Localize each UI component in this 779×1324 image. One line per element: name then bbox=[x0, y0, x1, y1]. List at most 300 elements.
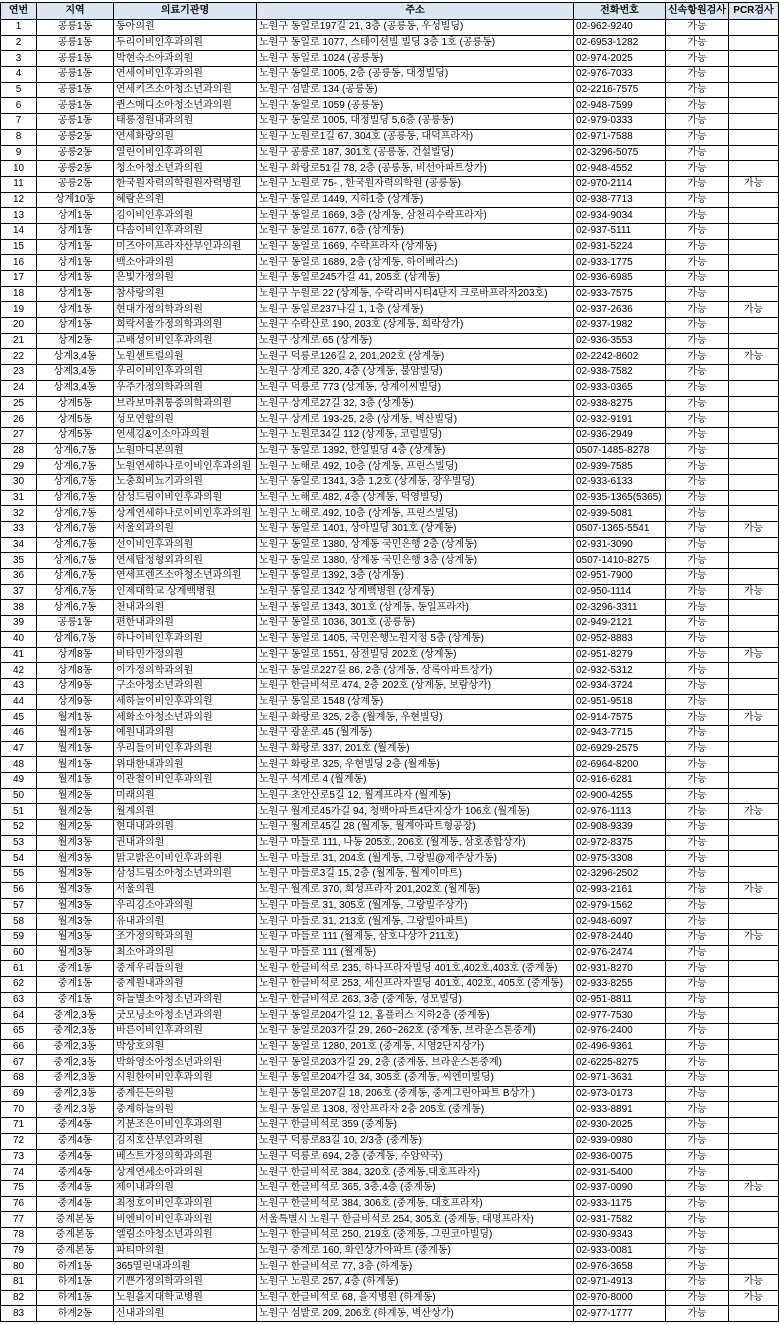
rapid-antigen-cell: 가능 bbox=[666, 992, 729, 1008]
address-cell: 노원구 동일로204가길 12, 홈플러스 지하2층 (중계동) bbox=[257, 1008, 574, 1024]
pcr-cell bbox=[729, 129, 779, 145]
institution-name-cell: 삼성드림소아청소년과의원 bbox=[114, 867, 257, 883]
rapid-antigen-cell: 가능 bbox=[666, 663, 729, 679]
address-cell: 노원구 동일로 1401, 상아빌딩 301호 (상계동) bbox=[257, 522, 574, 538]
rapid-antigen-cell: 가능 bbox=[666, 961, 729, 977]
institution-name-cell: 이관철이비인후과의원 bbox=[114, 773, 257, 789]
address-cell: 노원구 동일로 1059 (공릉동) bbox=[257, 98, 574, 114]
address-cell: 노원구 중계로 160, 화인상가아파트 (중계동) bbox=[257, 1243, 574, 1259]
pcr-cell bbox=[729, 223, 779, 239]
address-cell: 노원구 동일로 1677, 6층 (상계동) bbox=[257, 223, 574, 239]
address-cell: 노원구 한글비석로 384, 306호 (중계동, 대호프라자) bbox=[257, 1196, 574, 1212]
phone-cell: 02-973-0173 bbox=[574, 1086, 666, 1102]
address-cell: 노원구 한글비석로 474, 2층 202호 (상계동, 보람상가) bbox=[257, 678, 574, 694]
region-cell: 중계2,3동 bbox=[37, 1055, 114, 1071]
pcr-cell bbox=[729, 663, 779, 679]
region-cell: 상계5동 bbox=[37, 412, 114, 428]
pcr-cell bbox=[729, 600, 779, 616]
phone-cell: 02-978-2440 bbox=[574, 929, 666, 945]
pcr-cell: 가능 bbox=[729, 929, 779, 945]
table-row bbox=[1, 694, 779, 710]
address-cell: 노원구 초안산로5길 12, 월계프라자 (월계동) bbox=[257, 788, 574, 804]
table-row bbox=[1, 600, 779, 616]
institution-name-cell: 연세키즈소아청소년과의원 bbox=[114, 82, 257, 98]
table-row bbox=[1, 286, 779, 302]
row-number-cell: 58 bbox=[1, 914, 37, 930]
pcr-cell: 가능 bbox=[729, 1275, 779, 1291]
rapid-antigen-cell: 가능 bbox=[666, 208, 729, 224]
region-cell: 상계6,7동 bbox=[37, 600, 114, 616]
region-cell: 상계6,7동 bbox=[37, 443, 114, 459]
address-cell: 노원구 한글비석로 359 (중계동) bbox=[257, 1118, 574, 1134]
rapid-antigen-cell: 가능 bbox=[666, 835, 729, 851]
region-cell: 월계3동 bbox=[37, 882, 114, 898]
institution-name-cell: 김지호산부인과의원 bbox=[114, 1133, 257, 1149]
region-cell: 상계10동 bbox=[37, 192, 114, 208]
address-cell: 노원구 동일로197길 21, 3층 (공릉동, 우성빌딩) bbox=[257, 20, 574, 36]
phone-cell: 02-936-0075 bbox=[574, 1149, 666, 1165]
pcr-cell bbox=[729, 365, 779, 381]
table-row bbox=[1, 1055, 779, 1071]
institution-name-cell: 다솜이비인후과의원 bbox=[114, 223, 257, 239]
region-cell: 공릉2동 bbox=[37, 176, 114, 192]
pcr-cell bbox=[729, 569, 779, 585]
pcr-cell bbox=[729, 914, 779, 930]
institution-name-cell: 성모연합의원 bbox=[114, 412, 257, 428]
table-row bbox=[1, 98, 779, 114]
pcr-cell bbox=[729, 20, 779, 36]
rapid-antigen-cell: 가능 bbox=[666, 223, 729, 239]
rapid-antigen-cell: 가능 bbox=[666, 474, 729, 490]
row-number-cell: 37 bbox=[1, 584, 37, 600]
row-number-cell: 47 bbox=[1, 741, 37, 757]
institution-name-cell: 상계연세소아과의원 bbox=[114, 1165, 257, 1181]
institution-name-cell: 시원한이비인후과의원 bbox=[114, 1071, 257, 1087]
institution-name-cell: 하늘별소아청소년과의원 bbox=[114, 992, 257, 1008]
phone-cell: 02-6225-8275 bbox=[574, 1055, 666, 1071]
pcr-cell bbox=[729, 1306, 779, 1322]
region-cell: 월계3동 bbox=[37, 851, 114, 867]
row-number-cell: 17 bbox=[1, 271, 37, 287]
pcr-cell bbox=[729, 1024, 779, 1040]
institution-name-cell: 서울의원 bbox=[114, 882, 257, 898]
address-cell: 노원구 덕릉로83길 10, 2/3층 (중계동) bbox=[257, 1133, 574, 1149]
address-cell: 노원구 마들로 111, 나동 205호, 206호 (월계동, 삼호종합상가) bbox=[257, 835, 574, 851]
region-cell: 공릉1동 bbox=[37, 35, 114, 51]
row-number-cell: 9 bbox=[1, 145, 37, 161]
pcr-cell bbox=[729, 506, 779, 522]
address-cell: 노원구 동일로 1689, 2층 (상계동, 하이베라스) bbox=[257, 255, 574, 271]
pcr-cell bbox=[729, 1259, 779, 1275]
address-cell: 노원구 동일로227길 86, 2층 (상계동, 상록아파트상가) bbox=[257, 663, 574, 679]
pcr-cell bbox=[729, 333, 779, 349]
address-cell: 노원구 노해로 492, 10층 (상계동, 프린스빌딩) bbox=[257, 459, 574, 475]
region-cell: 상계6,7동 bbox=[37, 553, 114, 569]
table-row bbox=[1, 318, 779, 334]
address-cell: 노원구 광운로 45 (월계동) bbox=[257, 725, 574, 741]
table-row bbox=[1, 1008, 779, 1024]
institution-name-cell: 은빛가정의원 bbox=[114, 271, 257, 287]
rapid-antigen-cell: 가능 bbox=[666, 1008, 729, 1024]
row-number-cell: 49 bbox=[1, 773, 37, 789]
row-number-cell: 43 bbox=[1, 678, 37, 694]
address-cell: 노원구 동일로 1392, 한일빌딩 4층 (상계동) bbox=[257, 443, 574, 459]
phone-cell: 02-950-1114 bbox=[574, 584, 666, 600]
phone-cell: 02-975-3308 bbox=[574, 851, 666, 867]
rapid-antigen-cell: 가능 bbox=[666, 725, 729, 741]
institution-name-cell: 박화영소아청소년과의원 bbox=[114, 1055, 257, 1071]
region-cell: 상계8동 bbox=[37, 647, 114, 663]
row-number-cell: 61 bbox=[1, 961, 37, 977]
pcr-cell bbox=[729, 898, 779, 914]
phone-cell: 02-496-9361 bbox=[574, 1039, 666, 1055]
table-row bbox=[1, 82, 779, 98]
address-cell: 노원구 누원로 22 (상계동, 수락리버시티4단지 크로바프라자203호) bbox=[257, 286, 574, 302]
table-row bbox=[1, 474, 779, 490]
institution-name-cell: 우리들이비인후과의원 bbox=[114, 741, 257, 757]
pcr-cell bbox=[729, 1227, 779, 1243]
region-cell: 상계1동 bbox=[37, 208, 114, 224]
pcr-cell: 가능 bbox=[729, 584, 779, 600]
table-row bbox=[1, 208, 779, 224]
institution-name-cell: 참사랑의원 bbox=[114, 286, 257, 302]
phone-cell: 02-993-2161 bbox=[574, 882, 666, 898]
institution-name-cell: 연세김&이소아과의원 bbox=[114, 427, 257, 443]
row-number-cell: 4 bbox=[1, 67, 37, 83]
pcr-cell bbox=[729, 1212, 779, 1228]
rapid-antigen-cell: 가능 bbox=[666, 114, 729, 130]
row-number-cell: 29 bbox=[1, 459, 37, 475]
region-cell: 상계1동 bbox=[37, 255, 114, 271]
region-cell: 상계6,7동 bbox=[37, 459, 114, 475]
pcr-cell bbox=[729, 616, 779, 632]
phone-cell: 02-936-2949 bbox=[574, 427, 666, 443]
pcr-cell: 가능 bbox=[729, 302, 779, 318]
row-number-cell: 12 bbox=[1, 192, 37, 208]
pcr-cell bbox=[729, 98, 779, 114]
institution-name-cell: 연세탑정형외과의원 bbox=[114, 553, 257, 569]
institution-name-cell: 굿모닝소아청소년과의원 bbox=[114, 1008, 257, 1024]
rapid-antigen-cell: 가능 bbox=[666, 396, 729, 412]
row-number-cell: 44 bbox=[1, 694, 37, 710]
pcr-cell bbox=[729, 1071, 779, 1087]
region-cell: 중계1동 bbox=[37, 961, 114, 977]
region-cell: 상계3,4동 bbox=[37, 380, 114, 396]
row-number-cell: 32 bbox=[1, 506, 37, 522]
address-cell: 노원구 마들로 111 (월계동) bbox=[257, 945, 574, 961]
pcr-cell bbox=[729, 725, 779, 741]
table-row bbox=[1, 584, 779, 600]
region-cell: 공릉2동 bbox=[37, 129, 114, 145]
address-cell: 노원구 동일로203가길 29, 260~262호 (중계동, 브라운스톤중계) bbox=[257, 1024, 574, 1040]
table-row bbox=[1, 365, 779, 381]
table-row bbox=[1, 192, 779, 208]
address-cell: 노원구 마들로 31, 204호 (월계동, 그랑빌@제주상가동) bbox=[257, 851, 574, 867]
address-cell: 노원구 섬밭로 209, 206호 (하계동, 벽산상가) bbox=[257, 1306, 574, 1322]
institution-name-cell: 태릉정원내과의원 bbox=[114, 114, 257, 130]
address-cell: 노원구 동일로 1005, 2층 (공릉동, 대정빌딩) bbox=[257, 67, 574, 83]
row-number-cell: 82 bbox=[1, 1290, 37, 1306]
row-number-cell: 7 bbox=[1, 114, 37, 130]
table-row bbox=[1, 537, 779, 553]
rapid-antigen-cell: 가능 bbox=[666, 1055, 729, 1071]
pcr-cell bbox=[729, 1086, 779, 1102]
table-row bbox=[1, 945, 779, 961]
pcr-cell: 가능 bbox=[729, 1180, 779, 1196]
region-cell: 상계6,7동 bbox=[37, 537, 114, 553]
rapid-antigen-cell: 가능 bbox=[666, 161, 729, 177]
pcr-cell bbox=[729, 239, 779, 255]
address-cell: 노원구 동일로 1392, 3층 (상계동) bbox=[257, 569, 574, 585]
row-number-cell: 78 bbox=[1, 1227, 37, 1243]
region-cell: 중계1동 bbox=[37, 976, 114, 992]
pcr-cell bbox=[729, 35, 779, 51]
rapid-antigen-cell: 가능 bbox=[666, 286, 729, 302]
institution-name-cell: 현대가정의학과의원 bbox=[114, 302, 257, 318]
row-number-cell: 18 bbox=[1, 286, 37, 302]
address-cell: 노원구 동일로 1024 (공릉동) bbox=[257, 51, 574, 67]
phone-cell: 02-976-2400 bbox=[574, 1024, 666, 1040]
table-row bbox=[1, 349, 779, 365]
phone-cell: 02-939-7585 bbox=[574, 459, 666, 475]
institution-name-cell: 선이비인후과의원 bbox=[114, 537, 257, 553]
rapid-antigen-cell: 가능 bbox=[666, 1133, 729, 1149]
phone-cell: 02-930-2025 bbox=[574, 1118, 666, 1134]
row-number-cell: 80 bbox=[1, 1259, 37, 1275]
region-cell: 상계1동 bbox=[37, 271, 114, 287]
phone-cell: 0507-1365-5541 bbox=[574, 522, 666, 538]
phone-cell: 02-933-8891 bbox=[574, 1102, 666, 1118]
phone-cell: 02-943-7715 bbox=[574, 725, 666, 741]
phone-cell: 02-937-5111 bbox=[574, 223, 666, 239]
institution-name-cell: 백소아과의원 bbox=[114, 255, 257, 271]
address-cell: 노원구 동일로 1380, 상계동 국민은행 3층 (상계동) bbox=[257, 553, 574, 569]
table-row bbox=[1, 788, 779, 804]
row-number-cell: 55 bbox=[1, 867, 37, 883]
address-cell: 노원구 한글비석로 250, 219호 (중계동, 그린코아빌딩) bbox=[257, 1227, 574, 1243]
region-cell: 월계3동 bbox=[37, 835, 114, 851]
region-cell: 상계6,7동 bbox=[37, 522, 114, 538]
phone-cell: 02-938-7713 bbox=[574, 192, 666, 208]
address-cell: 노원구 한글비석로 253, 세신프라자빌딩 401호, 402호, 405호 (중계동) bbox=[257, 976, 574, 992]
rapid-antigen-cell: 가능 bbox=[666, 239, 729, 255]
pcr-cell bbox=[729, 474, 779, 490]
rapid-antigen-cell: 가능 bbox=[666, 976, 729, 992]
table-row bbox=[1, 380, 779, 396]
address-cell: 노원구 노원로1길 67, 304호 (공릉동, 대덕프라자) bbox=[257, 129, 574, 145]
phone-cell: 02-979-1562 bbox=[574, 898, 666, 914]
rapid-antigen-cell: 가능 bbox=[666, 600, 729, 616]
institution-name-cell: 두리이비인후과의원 bbox=[114, 35, 257, 51]
rapid-antigen-cell: 가능 bbox=[666, 584, 729, 600]
phone-cell: 02-937-2636 bbox=[574, 302, 666, 318]
pcr-cell bbox=[729, 992, 779, 1008]
address-cell: 노원구 한글비석로 77, 3층 (하계동) bbox=[257, 1259, 574, 1275]
row-number-cell: 83 bbox=[1, 1306, 37, 1322]
row-number-cell: 50 bbox=[1, 788, 37, 804]
institution-name-cell: 엘림소아청소년과의원 bbox=[114, 1227, 257, 1243]
institution-name-cell: 김이비인후과의원 bbox=[114, 208, 257, 224]
region-cell: 중계2,3동 bbox=[37, 1086, 114, 1102]
row-number-cell: 14 bbox=[1, 223, 37, 239]
row-number-cell: 24 bbox=[1, 380, 37, 396]
rapid-antigen-cell: 가능 bbox=[666, 1259, 729, 1275]
pcr-cell bbox=[729, 1149, 779, 1165]
address-cell: 노원구 동일로 1077, 스테이션빌 빌딩 3층 1호 (공릉동) bbox=[257, 35, 574, 51]
pcr-cell: 가능 bbox=[729, 176, 779, 192]
rapid-antigen-cell: 가능 bbox=[666, 443, 729, 459]
address-cell: 노원구 동일로 1005, 대정빌딩 5,6층 (공릉동) bbox=[257, 114, 574, 130]
region-cell: 월계2동 bbox=[37, 804, 114, 820]
table-row bbox=[1, 412, 779, 428]
table-row bbox=[1, 302, 779, 318]
rapid-antigen-cell: 가능 bbox=[666, 1196, 729, 1212]
row-number-cell: 77 bbox=[1, 1212, 37, 1228]
institution-name-cell: 365열린내과의원 bbox=[114, 1259, 257, 1275]
institution-name-cell: 미래의원 bbox=[114, 788, 257, 804]
phone-cell: 02-951-8811 bbox=[574, 992, 666, 1008]
rapid-antigen-cell: 가능 bbox=[666, 67, 729, 83]
rapid-antigen-cell: 가능 bbox=[666, 1118, 729, 1134]
row-number-cell: 26 bbox=[1, 412, 37, 428]
row-number-cell: 42 bbox=[1, 663, 37, 679]
rapid-antigen-cell: 가능 bbox=[666, 427, 729, 443]
table-row bbox=[1, 176, 779, 192]
row-number-cell: 57 bbox=[1, 898, 37, 914]
phone-cell: 02-933-0081 bbox=[574, 1243, 666, 1259]
address-cell: 노원구 노원로 257, 4층 (하계동) bbox=[257, 1275, 574, 1291]
rapid-antigen-cell: 가능 bbox=[666, 20, 729, 36]
row-number-cell: 69 bbox=[1, 1086, 37, 1102]
region-cell: 공릉1동 bbox=[37, 51, 114, 67]
address-cell: 노원구 공릉로 187, 301호 (공릉동, 건설빌딩) bbox=[257, 145, 574, 161]
phone-cell: 02-976-2474 bbox=[574, 945, 666, 961]
rapid-antigen-cell: 가능 bbox=[666, 35, 729, 51]
phone-cell: 02-970-2114 bbox=[574, 176, 666, 192]
header-region: 지역 bbox=[37, 3, 114, 20]
pcr-cell: 가능 bbox=[729, 882, 779, 898]
institution-name-cell: 노원을지대학교병원 bbox=[114, 1290, 257, 1306]
pcr-cell bbox=[729, 82, 779, 98]
pcr-cell: 가능 bbox=[729, 349, 779, 365]
institution-name-cell: 기쁜가정의학과의원 bbox=[114, 1275, 257, 1291]
phone-cell: 02-908-9339 bbox=[574, 820, 666, 836]
rapid-antigen-cell: 가능 bbox=[666, 631, 729, 647]
address-cell: 노원구 월계로45길 28 (월계동, 월계아파트형공장) bbox=[257, 820, 574, 836]
row-number-cell: 33 bbox=[1, 522, 37, 538]
address-cell: 노원구 마들로 31, 213호 (월계동, 그랑빌아파트) bbox=[257, 914, 574, 930]
region-cell: 중계2,3동 bbox=[37, 1102, 114, 1118]
pcr-cell bbox=[729, 537, 779, 553]
phone-cell: 02-979-0333 bbox=[574, 114, 666, 130]
row-number-cell: 56 bbox=[1, 882, 37, 898]
phone-cell: 02-977-1777 bbox=[574, 1306, 666, 1322]
phone-cell: 02-3296-5075 bbox=[574, 145, 666, 161]
region-cell: 월계2동 bbox=[37, 788, 114, 804]
table-row bbox=[1, 506, 779, 522]
address-cell: 노원구 동일로 1548 (상계동) bbox=[257, 694, 574, 710]
row-number-cell: 53 bbox=[1, 835, 37, 851]
table-row bbox=[1, 255, 779, 271]
table-row bbox=[1, 773, 779, 789]
phone-cell: 02-952-8883 bbox=[574, 631, 666, 647]
institution-name-cell: 최정호이비인후과의원 bbox=[114, 1196, 257, 1212]
rapid-antigen-cell: 가능 bbox=[666, 333, 729, 349]
row-number-cell: 48 bbox=[1, 757, 37, 773]
region-cell: 공릉1동 bbox=[37, 114, 114, 130]
rapid-antigen-cell: 가능 bbox=[666, 867, 729, 883]
row-number-cell: 75 bbox=[1, 1180, 37, 1196]
table-row bbox=[1, 35, 779, 51]
pcr-cell bbox=[729, 255, 779, 271]
table-row bbox=[1, 396, 779, 412]
rapid-antigen-cell: 가능 bbox=[666, 820, 729, 836]
rapid-antigen-cell: 가능 bbox=[666, 318, 729, 334]
address-cell: 노원구 석계로 4 (월계동) bbox=[257, 773, 574, 789]
phone-cell: 02-914-7575 bbox=[574, 710, 666, 726]
institution-name-cell: 비엔비이비인후과의원 bbox=[114, 1212, 257, 1228]
phone-cell: 02-2216-7575 bbox=[574, 82, 666, 98]
pcr-cell bbox=[729, 1102, 779, 1118]
table-row bbox=[1, 1243, 779, 1259]
phone-cell: 02-933-7575 bbox=[574, 286, 666, 302]
header-pcr: PCR검사 bbox=[729, 3, 779, 20]
rapid-antigen-cell: 가능 bbox=[666, 129, 729, 145]
phone-cell: 02-948-7599 bbox=[574, 98, 666, 114]
header-phone: 전화번호 bbox=[574, 3, 666, 20]
phone-cell: 02-932-5312 bbox=[574, 663, 666, 679]
region-cell: 월계1동 bbox=[37, 725, 114, 741]
region-cell: 공릉2동 bbox=[37, 161, 114, 177]
table-row bbox=[1, 929, 779, 945]
institution-name-cell: 한국원자력의학원원자력병원 bbox=[114, 176, 257, 192]
header-institution: 의료기관명 bbox=[114, 3, 257, 20]
pcr-cell bbox=[729, 286, 779, 302]
institution-name-cell: 바른이비인후과의원 bbox=[114, 1024, 257, 1040]
institution-name-cell: 위대한내과의원 bbox=[114, 757, 257, 773]
address-cell: 노원구 동일로204가길 34, 305호 (중계동, 씨엔미빌딩) bbox=[257, 1071, 574, 1087]
rapid-antigen-cell: 가능 bbox=[666, 569, 729, 585]
address-cell: 노원구 월계로 370, 희성프라자 201,202호 (월계동) bbox=[257, 882, 574, 898]
row-number-cell: 54 bbox=[1, 851, 37, 867]
table-row bbox=[1, 1071, 779, 1087]
table-row bbox=[1, 1039, 779, 1055]
institution-name-cell: 중계원내과의원 bbox=[114, 976, 257, 992]
rapid-antigen-cell: 가능 bbox=[666, 255, 729, 271]
row-number-cell: 46 bbox=[1, 725, 37, 741]
phone-cell: 02-938-7582 bbox=[574, 365, 666, 381]
row-number-cell: 67 bbox=[1, 1055, 37, 1071]
institution-name-cell: 연세이비인후과의원 bbox=[114, 67, 257, 83]
phone-cell: 02-931-5400 bbox=[574, 1165, 666, 1181]
phone-cell: 02-6929-2575 bbox=[574, 741, 666, 757]
address-cell: 노원구 화랑로 325, 2층 (월계동, 우현빌딩) bbox=[257, 710, 574, 726]
row-number-cell: 23 bbox=[1, 365, 37, 381]
region-cell: 공릉2동 bbox=[37, 145, 114, 161]
institution-name-cell: 월계의원 bbox=[114, 804, 257, 820]
address-cell: 노원구 동일로 1449, 지하1층 (상계동) bbox=[257, 192, 574, 208]
rapid-antigen-cell: 가능 bbox=[666, 1306, 729, 1322]
row-number-cell: 27 bbox=[1, 427, 37, 443]
table-row bbox=[1, 647, 779, 663]
rapid-antigen-cell: 가능 bbox=[666, 804, 729, 820]
pcr-cell bbox=[729, 1055, 779, 1071]
institution-name-cell: 조가정의학과의원 bbox=[114, 929, 257, 945]
address-cell: 노원구 한글비석로 263, 3층 (중계동, 성모빌딩) bbox=[257, 992, 574, 1008]
region-cell: 상계1동 bbox=[37, 286, 114, 302]
region-cell: 월계3동 bbox=[37, 929, 114, 945]
address-cell: 노원구 마들로 31, 305호 (월계동, 그랑빌주상가) bbox=[257, 898, 574, 914]
